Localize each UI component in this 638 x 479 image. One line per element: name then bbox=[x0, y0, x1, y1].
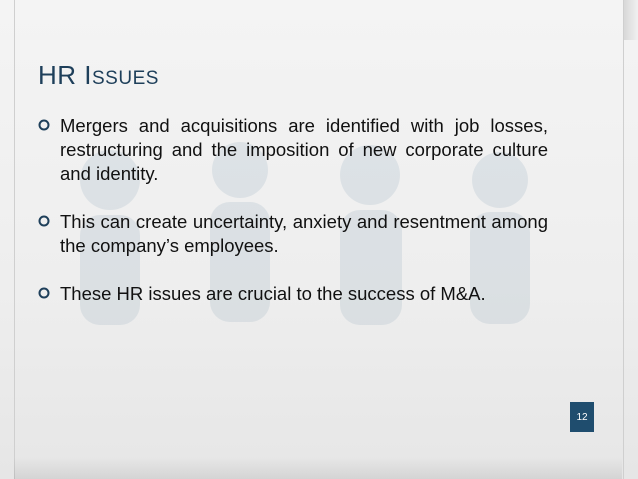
slide-title bbox=[38, 60, 159, 91]
bullet-icon bbox=[38, 287, 50, 299]
bottom-shadow bbox=[14, 457, 622, 479]
page-number-badge: 12 bbox=[570, 402, 594, 432]
bullet-item bbox=[38, 114, 548, 186]
bullet-text: These HR issues are crucial to the success of M&A. bbox=[60, 283, 486, 304]
title-rest: SSUES bbox=[92, 68, 159, 89]
bullet-item bbox=[38, 210, 548, 258]
bullet-text: This can create uncertainty, anxiety and resentment among the company’s employees. bbox=[60, 211, 548, 256]
corner-decoration bbox=[624, 0, 638, 40]
bullet-list bbox=[38, 114, 548, 330]
bullet-icon bbox=[38, 119, 50, 131]
title-first: HR I bbox=[38, 60, 92, 90]
bullet-text: Mergers and acquisitions are identified with job losses, restructuring and the imposition of new corporate culture and identity. bbox=[60, 115, 548, 184]
bullet-item bbox=[38, 282, 548, 306]
bullet-icon bbox=[38, 215, 50, 227]
